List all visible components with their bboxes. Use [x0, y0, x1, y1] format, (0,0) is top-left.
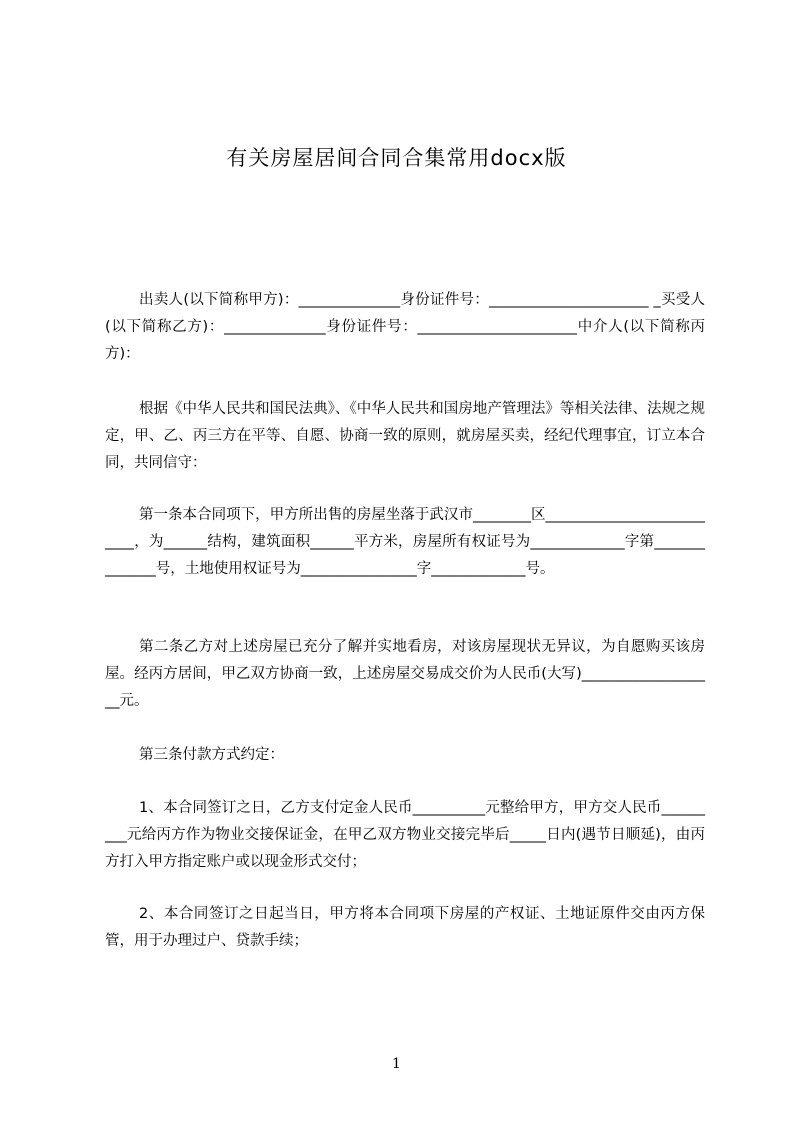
parties-paragraph: 出卖人(以下简称甲方)：______________身份证件号：______________________ _买受人(以下简称乙方)：______________身份证件号：______________________中介人(以下简称丙方)： — [105, 292, 705, 362]
preamble-paragraph: 根据《中华人民共和国民法典》、《中华人民共和国房地产管理法》等相关法律、法规之规定，甲、乙、丙三方在平等、自愿、协商一致的原则，就房屋买卖，经纪代理事宜，订立本合同，共同信守： — [105, 401, 705, 471]
article-3-heading: 第三条付款方式约定： — [139, 747, 284, 763]
payment-clause-1: 1、本合同签订之日，乙方支付定金人民币__________元整给甲方，甲方交人民币_________元给丙方作为物业交接保证金，在甲乙双方物业交接完毕后_____日内(遇节日顺延)，由丙方打入甲方指定账户或以现金形式交付； — [105, 800, 705, 870]
payment-clause-2: 2、本合同签订之日起当日，甲方将本合同项下房屋的产权证、土地证原件交由丙方保管，用于办理过户、贷款手续； — [105, 906, 705, 949]
article-1-paragraph: 第一条本合同项下，甲方所出售的房屋坐落于武汉市________区__________________________，为______结构，建筑面积______平方米，房屋所有权证号为_____________字第______________号，土地使用权证号为________________字_____________号。 — [105, 507, 705, 577]
page-number: 1 — [392, 1056, 401, 1072]
article-2-paragraph: 第二条乙方对上述房屋已充分了解并实地看房，对该房屋现状无异议，为自愿购买该房屋。经丙方居间，甲乙双方协商一致，上述房屋交易成交价为人民币(大写)___________________元。 — [105, 639, 705, 709]
document-title: 有关房屋居间合同合集常用docx版 — [226, 146, 567, 170]
